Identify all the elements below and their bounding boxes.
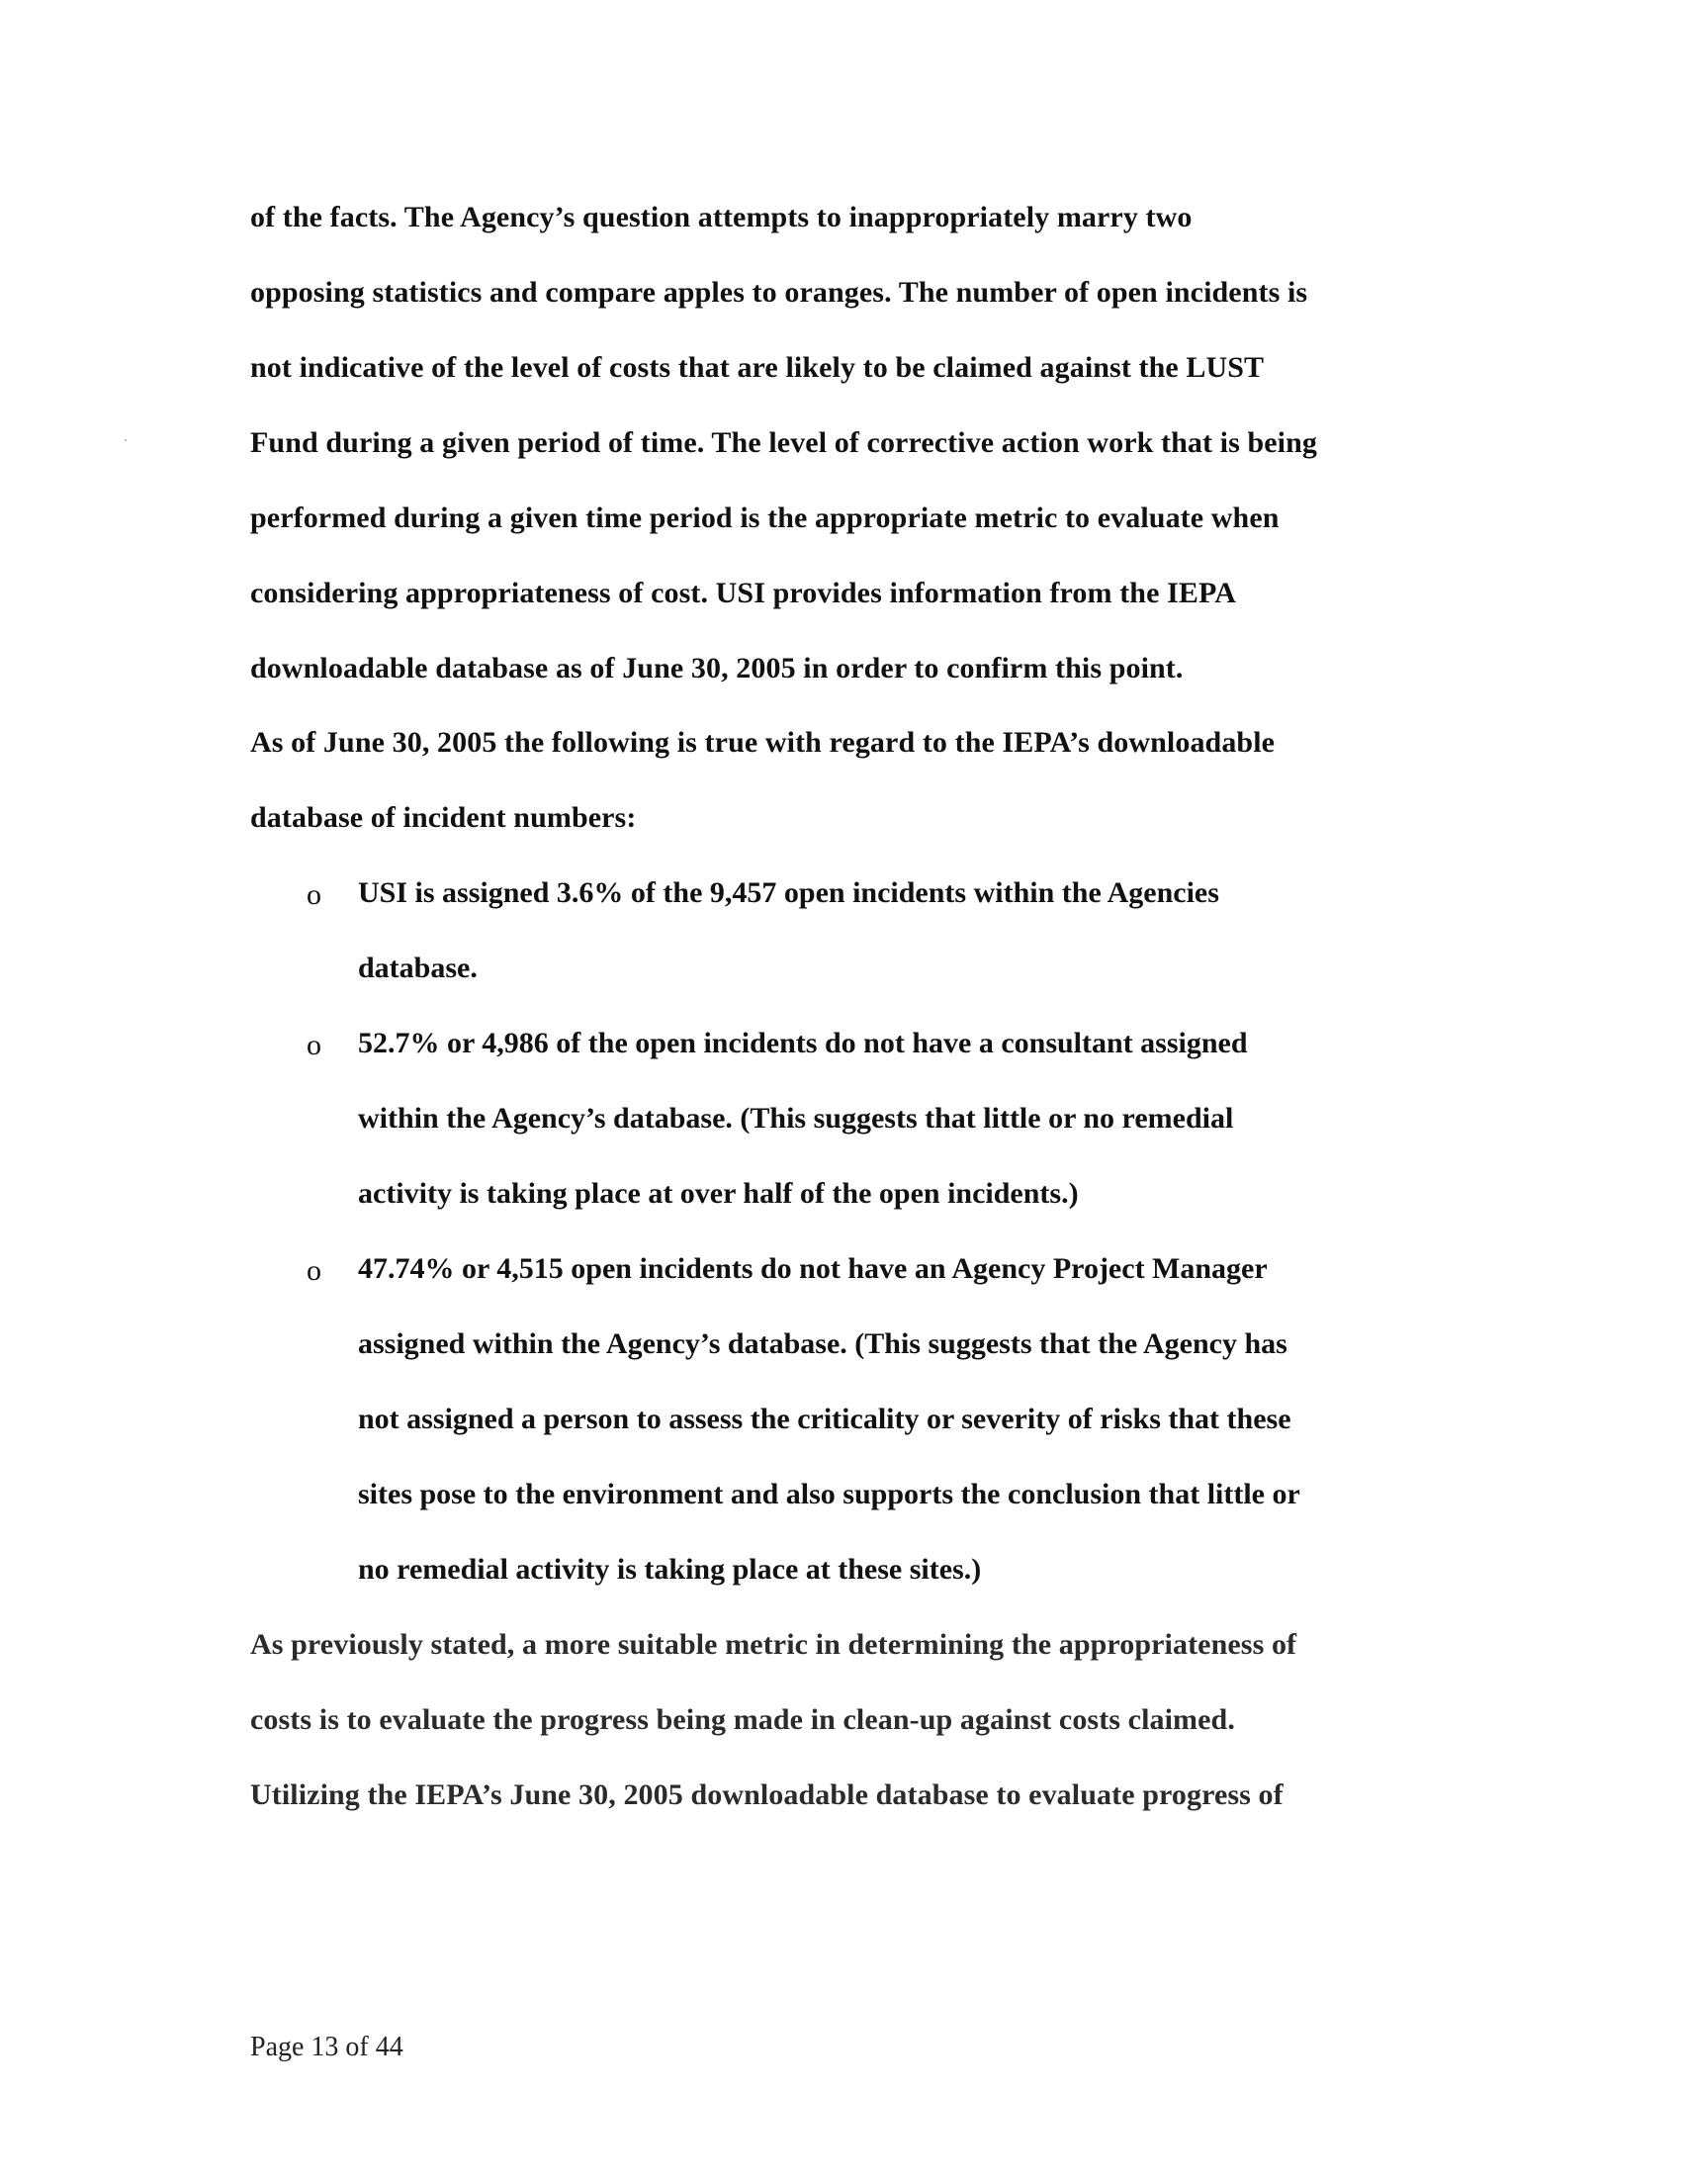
text-line: database of incident numbers: <box>250 801 637 834</box>
text-line: performed during a given time period is the appropriate metric to evaluate when <box>250 501 1280 534</box>
bullet-text-line: 47.74% or 4,515 open incidents do not have an Agency Project Manager <box>358 1252 1268 1285</box>
bullet-text-line: not assigned a person to assess the criticality or severity of risks that these <box>358 1403 1291 1435</box>
text-line: downloadable database as of June 30, 2005 in order to confirm this point. <box>250 652 1184 684</box>
bullet-circle-icon: o <box>307 1029 321 1061</box>
bullet-text-line: activity is taking place at over half of the open incidents.) <box>358 1177 1079 1210</box>
bullet-text-line: database. <box>358 952 478 984</box>
bullet-circle-icon: o <box>307 878 321 911</box>
bullet-text-line: USI is assigned 3.6% of the 9,457 open incidents within the Agencies <box>358 876 1219 909</box>
text-line: costs is to evaluate the progress being made in clean-up against costs claimed. <box>250 1703 1235 1736</box>
text-line: As previously stated, a more suitable metric in determining the appropriateness of <box>250 1628 1297 1661</box>
bullet-circle-icon: o <box>307 1254 321 1287</box>
bullet-text-line: no remedial activity is taking place at these sites.) <box>358 1553 982 1586</box>
text-line: opposing statistics and compare apples to oranges. The number of open incidents is <box>250 276 1308 309</box>
text-line: As of June 30, 2005 the following is true with regard to the IEPA’s downloadable <box>250 726 1276 759</box>
bullet-text-line: within the Agency’s database. (This suggests that little or no remedial <box>358 1102 1234 1135</box>
text-line: Utilizing the IEPA’s June 30, 2005 downloadable database to evaluate progress of <box>250 1778 1284 1811</box>
text-line: not indicative of the level of costs that are likely to be claimed against the LUST <box>250 351 1265 384</box>
scan-speck <box>125 439 127 441</box>
text-line: Fund during a given period of time. The level of corrective action work that is being <box>250 426 1317 459</box>
page-number: Page 13 of 44 <box>250 2032 403 2062</box>
text-line: considering appropriateness of cost. USI provides information from the IEPA <box>250 577 1236 609</box>
text-line: of the facts. The Agency’s question attempts to inappropriately marry two <box>250 201 1193 233</box>
bullet-text-line: sites pose to the environment and also supports the conclusion that little or <box>358 1478 1300 1510</box>
bullet-text-line: 52.7% or 4,986 of the open incidents do not have a consultant assigned <box>358 1027 1248 1059</box>
bullet-text-line: assigned within the Agency’s database. (This suggests that the Agency has <box>358 1327 1287 1360</box>
